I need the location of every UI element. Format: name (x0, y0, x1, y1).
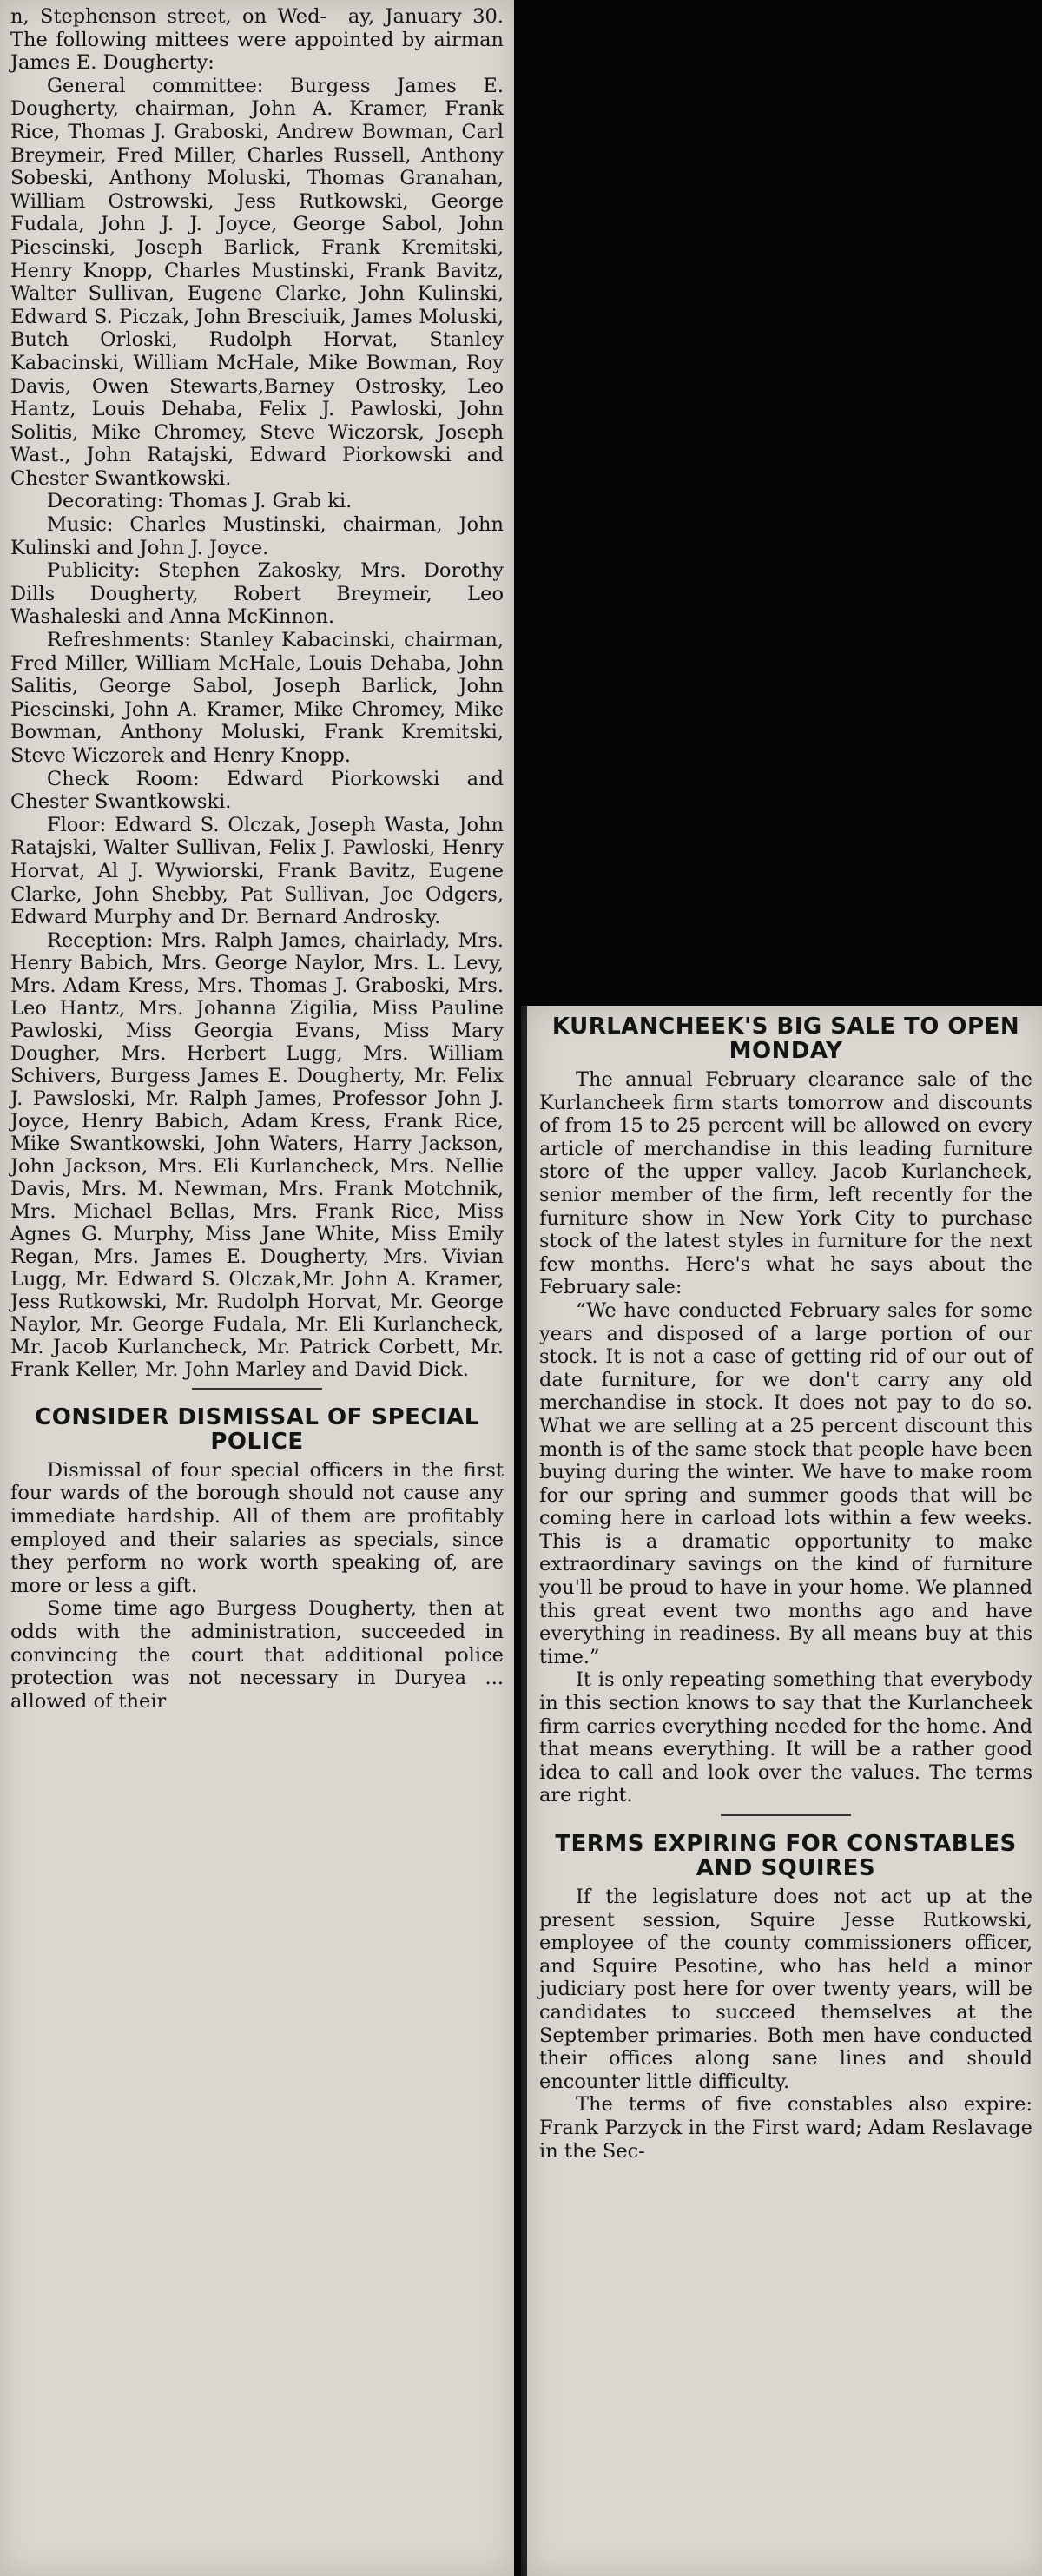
sale-paragraph: “We have conducted February sales for some years and disposed of a large portion of our stock. It is not a case of getting rid of our out of date furniture, for we don't carry any old merchandise in stock. It does not pay to do so. What we are selling at a 25 percent discount this month is of the same stock that people have been buying during the winter. We have to make room for our spring and summer goods that will be coming here in carload lots within a few weeks. This is a dramatic opportunity to make extraordinary savings on the kind of furniture you'll be proud to have in your home. We planned this great event two months ago and have everything in readiness. By all means buy at this time.” (539, 1298, 1032, 1668)
intro-paragraph: n, Stephenson street, on Wed- ay, January 30. The following mittees were appointed by airman James E. Dougherty: (10, 5, 504, 75)
terms-paragraph: If the legislature does not act up at the present session, Squire Jesse Rutkowski, employee of the county commissioners officer, and Squire Pesotine, who has held a minor judiciary post here for over twenty years, will be candidates to succeed themselves at the September primaries. Both men have conducted their offices along sane lines and should encounter little difficulty. (539, 1886, 1032, 2093)
police-headline: CONSIDER DISMISSAL OF SPECIAL POLICE (35, 1404, 479, 1455)
police-paragraph: Dismissal of four special officers in the first four wards of the borough should not cause any immediate hardship. All of them are profitably employed and their salaries as specials, since they perform no work worth speaking of, are more or less a gift. (10, 1458, 504, 1597)
police-paragraph: Some time ago Burgess Dougherty, then at odds with the administration, succeeded in convincing the court that additional police protection was not necessary in Duryea ... allowed of their (10, 1597, 504, 1713)
refreshments-paragraph: Refreshments: Stanley Kabacinski, chairman, Fred Miller, William McHale, Louis Dehaba, John Salitis, George Sabol, Joseph Barlick, John Piescinski, John A. Kramer, Mike Chromey, Mike Bowman, Anthony Moluski, Frank Kremitski, Steve Wiczorek and Henry Knopp. (10, 629, 504, 767)
terms-paragraph: The terms of five constables also expire: Frank Parzyck in the First ward; Adam Reslavage in the Sec- (539, 2093, 1032, 2163)
reception-paragraph: Reception: Mrs. Ralph James, chairlady, Mrs. Henry Babich, Mrs. George Naylor, Mrs. L. Levy, Mrs. Adam Kress, Mrs. Thomas J. Graboski, Mrs. Leo Hantz, Mrs. Johanna Zigilia, Miss Pauline Pawloski, Miss Georgia Evans, Miss Mary Dougher, Mrs. Herbert Lugg, Mrs. William Schivers, Burgess James E. Dougherty, Mr. Felix J. Pawsloski, Mr. Ralph James, Professor John J. Joyce, Henry Babich, Adam Kress, Frank Rice, Mike Swantkowski, John Waters, Harry Jackson, John Jackson, Mrs. Eli Kurlancheck, Mrs. Nellie Davis, Mrs. M. Newman, Mrs. Frank Motchnik, Mrs. Michael Bellas, Mrs. Frank Rice, Miss Agnes G. Murphy, Miss Jane White, Miss Emily Regan, Mrs. James E. Dougherty, Mrs. Vivian Lugg, Mr. Edward S. Olczak,Mr. John A. Kramer, Jess Rutkowski, Mr. Rudolph Horvat, Mr. George Naylor, Mr. George Fudala, Mr. Eli Kurlancheck, Mr. Jacob Kurlancheck, Mr. Patrick Corbett, Mr. Frank Keller, Mr. John Marley and David Dick. (10, 928, 504, 1381)
column-divider (521, 1006, 524, 2576)
publicity-paragraph: Publicity: Stephen Zakosky, Mrs. Dorothy Dills Dougherty, Robert Breymeir, Leo Washaleski and Anna McKinnon. (10, 559, 504, 629)
terms-headline: TERMS EXPIRING FOR CONSTABLES AND SQUIRES (555, 1831, 1017, 1881)
divider-rule (721, 1814, 851, 1816)
floor-paragraph: Floor: Edward S. Olczak, Joseph Wasta, John Ratajski, Walter Sullivan, Felix J. Pawloski, Henry Horvat, Al J. Wywiorski, Frank Bavitz, Eugene Clarke, John Shebby, Pat Sullivan, Joe Odgers, Edward Murphy and Dr. Bernard Androsky. (10, 813, 504, 929)
sale-paragraph: The annual February clearance sale of the Kurlancheek firm starts tomorrow and discounts of from 15 to 25 percent will be allowed on every article of merchandise in this leading furniture store of the upper valley. Jacob Kurlancheek, senior member of the firm, left recently for the furniture show in New York City to purchase stock of the latest styles in furniture for the next few months. Here's what he says about the February sale: (539, 1068, 1032, 1299)
left-clipping (0, 0, 514, 2576)
sale-headline: KURLANCHEEK'S BIG SALE TO OPEN MONDAY (551, 1014, 1020, 1064)
check-room-paragraph: Check Room: Edward Piorkowski and Chester Swantkowski. (10, 767, 504, 814)
sale-paragraph: It is only repeating something that everybody in this section knows to say that the Kurlancheek firm carries everything needed for the home. And that means everything. It will be a rather good idea to call and look over the values. The terms are right. (539, 1668, 1032, 1807)
general-committee-paragraph: General committee: Burgess James E. Dougherty, chairman, John A. Kramer, Frank Rice, Thomas J. Graboski, Andrew Bowman, Carl Breymeir, Fred Miller, Charles Russell, Anthony Sobeski, Anthony Moluski, Thomas Granahan, William Ostrowski, Jess Rutkowski, George Fudala, John J. J. Joyce, George Sabol, John Piescinski, Joseph Barlick, Frank Kremitski, Henry Knopp, Charles Mustinski, Frank Bavitz, Walter Sullivan, Eugene Clarke, John Kulinski, Edward S. Piczak, John Bresciuik, James Moluski, Butch Orloski, Rudolph Horvat, Stanley Kabacinski, William McHale, Mike Bowman, Roy Davis, Owen Stewarts,Barney Ostrosky, Leo Hantz, Louis Dehaba, Felix J. Pawloski, John Solitis, Mike Chromey, Steve Wiczorsk, Joseph Wast., John Ratajski, Edward Piorkowski and Chester Swantkowski. (10, 74, 504, 490)
right-clipping (524, 1006, 1042, 2576)
sale-article (539, 1014, 1032, 2163)
music-paragraph: Music: Charles Mustinski, chairman, John Kulinski and John J. Joyce. (10, 513, 504, 559)
committees-article (10, 5, 504, 1713)
decorating-paragraph: Decorating: Thomas J. Grab ki. (47, 490, 353, 513)
divider-rule (192, 1388, 322, 1390)
